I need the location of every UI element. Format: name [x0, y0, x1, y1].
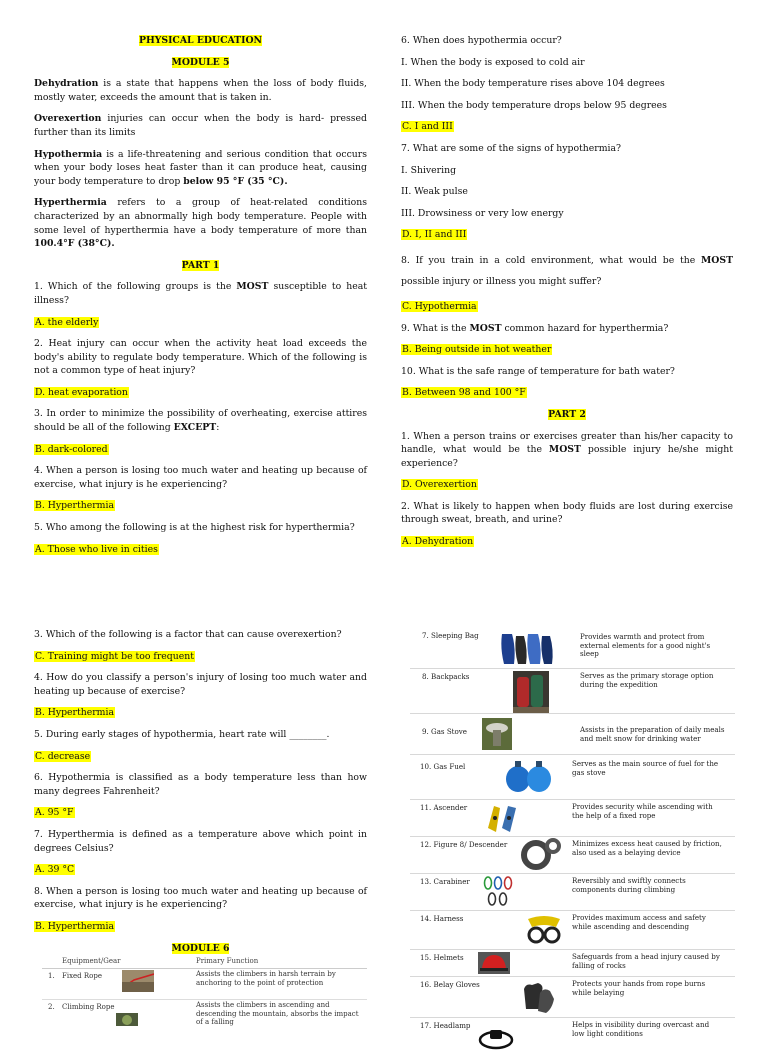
question-4: 4. When a person is losing too much water and heating up because of exercise, what injury is he experiencing? — [34, 465, 367, 490]
harness-icon — [524, 913, 564, 948]
part2-question-2: 2. What is likely to happen when body fluids are lost during exercise through sweat, breath, and urine? — [401, 500, 733, 526]
row-1-function: Assists the climbers in harsh terrain by anchoring to the point of protection — [196, 970, 336, 987]
equipment-name: 12. Figure 8/ Descender — [420, 840, 508, 849]
answer-7: D. I, II and III — [402, 229, 467, 241]
question-7-option-1: I. Shivering — [401, 164, 457, 176]
module-6-heading: MODULE 6 — [171, 942, 230, 954]
question-6-option-3: III. When the body temperature drops below 95 degrees — [401, 99, 667, 111]
module-5-heading: MODULE 5 — [171, 56, 230, 68]
part2-question-6: 6. Hypothermia is classified as a body temperature less than how many degrees Fahrenheit? — [34, 772, 367, 797]
equipment-row-carabiner — [410, 874, 735, 911]
row-2-equipment: Climbing Rope — [62, 1003, 115, 1011]
question-8: 8. If you train in a cold environment, what would be the MOST possible injury or illness you might suffer? — [401, 254, 733, 287]
gloves-icon — [520, 979, 556, 1018]
part2-answer-5: C. decrease — [35, 750, 91, 762]
part2-answer-4: B. Hyperthermia — [35, 707, 115, 719]
question-1: 1. Which of the following groups is the MOST susceptible to heat illness? — [34, 281, 367, 306]
equipment-row-helmets — [410, 950, 735, 977]
question-10: 10. What is the safe range of temperature for bath water? — [401, 365, 675, 377]
part2-question-4: 4. How do you classify a person's injury of losing too much water and heating up because of exercise? — [34, 672, 367, 697]
part2-question-5: 5. During early stages of hypothermia, heart rate will ________. — [34, 728, 330, 740]
dehydration-definition: Dehydration is a state that happens when the loss of body fluids, mostly water, exceeds the amount that is taken in. — [34, 78, 367, 103]
answer-8: C. Hypothermia — [402, 300, 477, 312]
sleeping-bag-icon — [498, 630, 554, 669]
climbing-rope-icon — [116, 1011, 138, 1024]
equipment-function: Serves as the main source of fuel for the gas stove — [572, 759, 719, 777]
question-6: 6. When does hypothermia occur? — [401, 35, 562, 46]
equipment-name: 17. Headlamp — [420, 1021, 471, 1030]
page2-left-column — [34, 628, 367, 963]
part2-question-1: 1. When a person trains or exercises greater than his/her capacity to handle, what would be the MOST possible injury he/she might experience? — [401, 430, 734, 469]
equipment-row-ascender — [410, 800, 735, 837]
answer-10: B. Between 98 and 100 °F — [402, 387, 526, 399]
equipment-function: Provides maximum access and safety while ascending and descending — [572, 913, 706, 931]
equipment-row-gas-stove — [410, 714, 735, 755]
answer-6: C. I and III — [402, 121, 453, 133]
answer-3: B. dark-colored — [35, 443, 108, 455]
hypothermia-definition: Hypothermia is a life-threatening and serious condition that occurs when your body loses heat faster than it can produce heat, causing your body temperature to drop below 95 °F (35 °C). — [34, 148, 367, 187]
gas-stove-icon — [482, 718, 512, 753]
part2-answer-1: D. Overexertion — [402, 479, 477, 491]
equipment-name: 11. Ascender — [420, 803, 468, 812]
question-7-option-2: II. Weak pulse — [401, 186, 468, 198]
equipment-function: Helps in visibility during overcast and low light conditions — [572, 1020, 710, 1038]
page1-left-column — [34, 34, 367, 564]
part-1-heading: PART 1 — [181, 259, 220, 271]
equipment-name: 15. Helmets — [420, 953, 464, 962]
part-2-heading: PART 2 — [548, 408, 586, 420]
question-2: 2. Heat injury can occur when the activity heat load exceeds the body's ability to regulate body temperature. Which of the following is not a common type of heat injury? — [34, 338, 367, 377]
part2-answer-3: C. Training might be too frequent — [35, 650, 194, 662]
row-1-equipment: Fixed Rope — [62, 972, 103, 980]
equipment-function: Serves as the primary storage option during the expedition — [580, 671, 714, 689]
equipment-row-descender — [410, 837, 735, 874]
equipment-table-right — [410, 628, 735, 1038]
column-header-function: Primary Function — [196, 957, 259, 965]
equipment-row-harness — [410, 911, 735, 950]
gas-fuel-icon — [505, 757, 553, 800]
equipment-row-backpacks — [410, 669, 735, 714]
equipment-name: 13. Carabiner — [420, 877, 470, 886]
equipment-name: 9. Gas Stove — [422, 727, 468, 736]
equipment-name: 16. Belay Gloves — [420, 980, 480, 989]
equipment-name: 10. Gas Fuel — [420, 762, 466, 771]
part2-question-3: 3. Which of the following is a factor that can cause overexertion? — [34, 629, 342, 640]
headlamp-icon — [476, 1026, 516, 1053]
overexertion-definition: Overexertion injuries can occur when the body is hard- pressed further than its limits — [34, 113, 367, 138]
equipment-function: Provides warmth and protect from external elements for a good night's sleep — [580, 632, 711, 659]
equipment-function: Protects your hands from rope burns while belaying — [572, 979, 706, 997]
question-6-option-1: I. When the body is exposed to cold air — [401, 56, 585, 68]
helmet-icon — [478, 952, 510, 977]
answer-1: A. the elderly — [35, 316, 99, 328]
page1-right-column — [401, 34, 733, 557]
equipment-row-gas-fuel — [410, 755, 735, 800]
equipment-name: 7. Sleeping Bag — [422, 631, 479, 640]
part2-answer-8: B. Hyperthermia — [35, 920, 115, 932]
carabiner-icon — [482, 875, 516, 910]
equipment-row-belay-gloves — [410, 977, 735, 1018]
equipment-function: Provides security while ascending with the help of a fixed rope — [572, 802, 713, 820]
column-header-equipment: Equipment/Gear — [62, 957, 121, 965]
question-7: 7. What are some of the signs of hypothermia? — [401, 142, 622, 154]
equipment-table-left — [34, 955, 367, 1024]
part2-answer-7: A. 39 °C — [35, 864, 75, 876]
equipment-row-headlamp — [410, 1018, 735, 1058]
part2-question-7: 7. Hyperthermia is defined as a temperature above which point in degrees Celsius? — [34, 828, 367, 854]
fixed-rope-icon — [122, 970, 154, 992]
equipment-name: 8. Backpacks — [422, 672, 470, 681]
backpack-icon — [513, 671, 549, 716]
question-3: 3. In order to minimize the possibility of overheating, exercise attires should be all of the following EXCEPT: — [34, 408, 367, 434]
question-9: 9. What is the MOST common hazard for hyperthermia? — [401, 322, 669, 334]
row-1-number: 1. — [48, 972, 55, 980]
part2-answer-6: A. 95 °F — [35, 807, 74, 819]
equipment-function: Minimizes excess heat caused by friction, also used as a belaying device — [572, 839, 722, 857]
answer-5: A. Those who live in cities — [35, 543, 158, 555]
answer-2: D. heat evaporation — [35, 386, 128, 398]
hyperthermia-definition: Hyperthermia refers to a group of heat-related conditions characterized by an abnormally high body temperature. People with some level of hyperthermia have a body temperature of more than 100.4°F (38°C). — [34, 197, 367, 250]
row-2-function: Assists the climbers in ascending and descending the mountain, absorbs the impact of a falling — [196, 1001, 359, 1026]
row-2-number: 2. — [48, 1003, 55, 1011]
part2-question-8: 8. When a person is losing too much water and heating up because of exercise, what injury is he experiencing? — [34, 885, 367, 911]
document-title: PHYSICAL EDUCATION — [138, 35, 263, 46]
equipment-function: Safeguards from a head injury caused by falling of rocks — [572, 952, 720, 970]
equipment-row-sleeping-bag — [410, 628, 735, 669]
part2-answer-2: A. Dehydration — [402, 536, 474, 548]
equipment-function: Assists in the preparation of daily meals and melt snow for drinking water — [580, 725, 725, 743]
question-5: 5. Who among the following is at the highest risk for hyperthermia? — [34, 522, 355, 534]
answer-4: B. Hyperthermia — [35, 500, 115, 512]
descender-icon — [520, 837, 562, 874]
question-6-option-2: II. When the body temperature rises above 104 degrees — [401, 78, 665, 90]
equipment-function: Reversibly and swiftly connects components during climbing — [572, 876, 686, 894]
answer-9: B. Being outside in hot weather — [402, 344, 552, 356]
ascender-icon — [486, 804, 518, 837]
question-7-option-3: III. Drowsiness or very low energy — [401, 207, 564, 219]
equipment-name: 14. Harness — [420, 914, 464, 923]
